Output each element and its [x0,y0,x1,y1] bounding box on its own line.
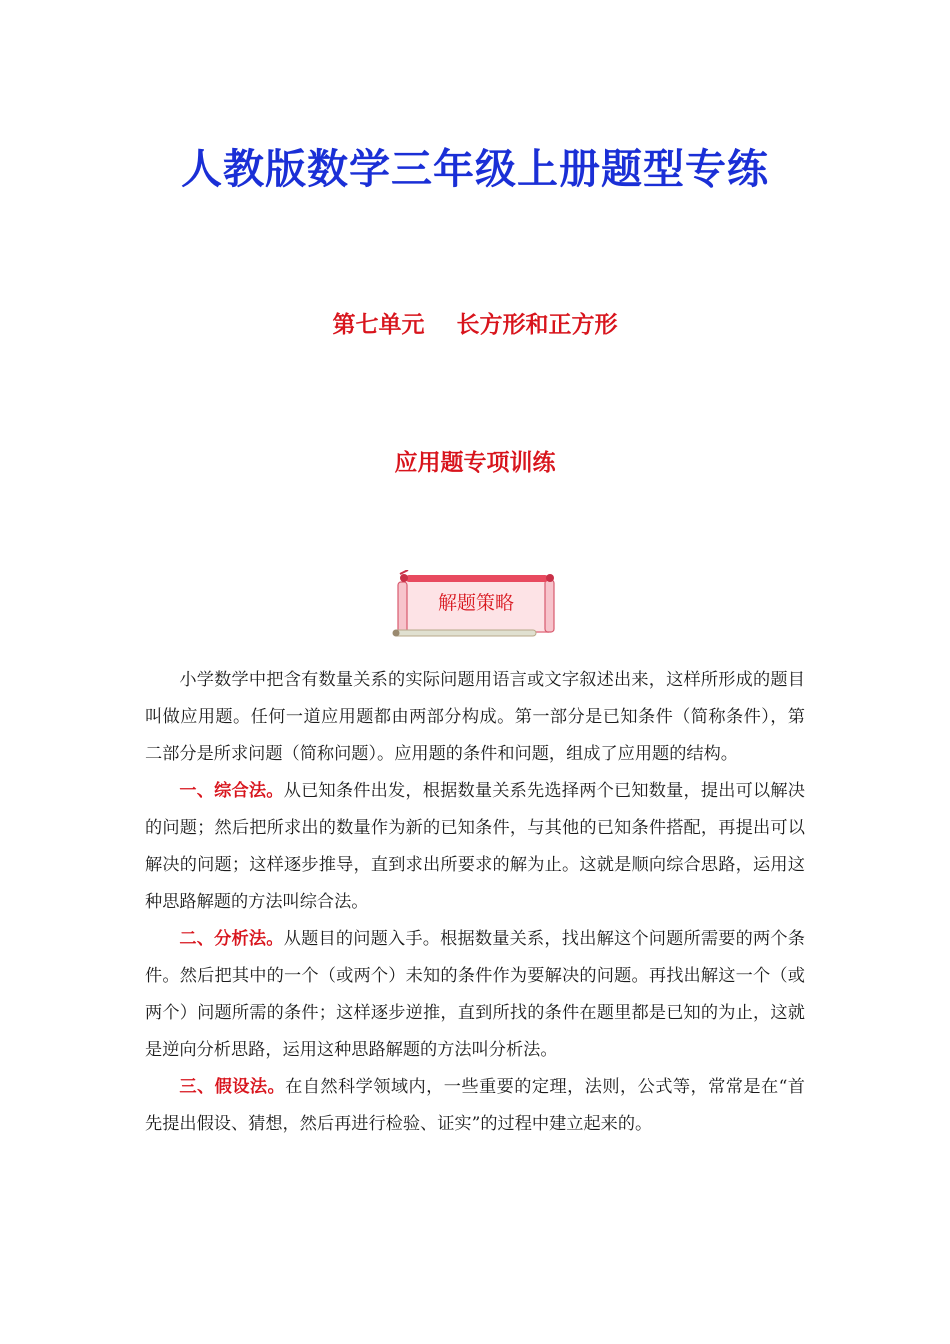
strategy-scroll-banner [388,570,564,640]
method-paragraph-2 [145,921,805,1069]
method-heading-2: 二、分析法。 [179,929,284,949]
method-text-1: 从已知条件出发，根据数量关系先选择两个已知数量，提出可以解决的问题；然后把所求出的数量作为新的已知条件，与其他的已知条件搭配，再提出可以解决的问题；这样逐步推导，直到求出所要求的解为止。这就是顺向综合思路，运用这种思路解题的方法叫综合法。 [145,781,805,912]
method-paragraph-3 [145,1069,805,1143]
document-title: 人教版数学三年级上册题型专练 [181,145,769,193]
method-heading-3: 三、假设法。 [179,1077,286,1097]
section-subtitle: 应用题专项训练 [394,450,556,476]
method-paragraph-1 [145,773,805,921]
scroll-banner-label: 解题策略 [437,592,514,614]
intro-paragraph: 小学数学中把含有数量关系的实际问题用语言或文字叙述出来，这样所形成的题目叫做应用题。任何一道应用题都由两部分构成。第一部分是已知条件（简称条件），第二部分是所求问题（简称问题）。应用题的条件和问题，组成了应用题的结构。 [145,670,805,764]
unit-title: 第七单元 长方形和正方形 [332,312,618,338]
document-body [145,662,805,1143]
method-text-3: 在自然科学领域内，一些重要的定理，法则，公式等，常常是在“首先提出假设、猜想，然后再进行检验、证实”的过程中建立起来的。 [145,1077,805,1134]
method-text-2: 从题目的问题入手。根据数量关系，找出解这个问题所需要的两个条件。然后把其中的一个（或两个）未知的条件作为要解决的问题。再找出解这一个（或两个）问题所需的条件；这样逐步逆推，直到所找的条件在题里都是已知的为止，这就是逆向分析思路，运用这种思路解题的方法叫分析法。 [145,929,805,1060]
method-heading-1: 一、综合法。 [179,781,284,801]
